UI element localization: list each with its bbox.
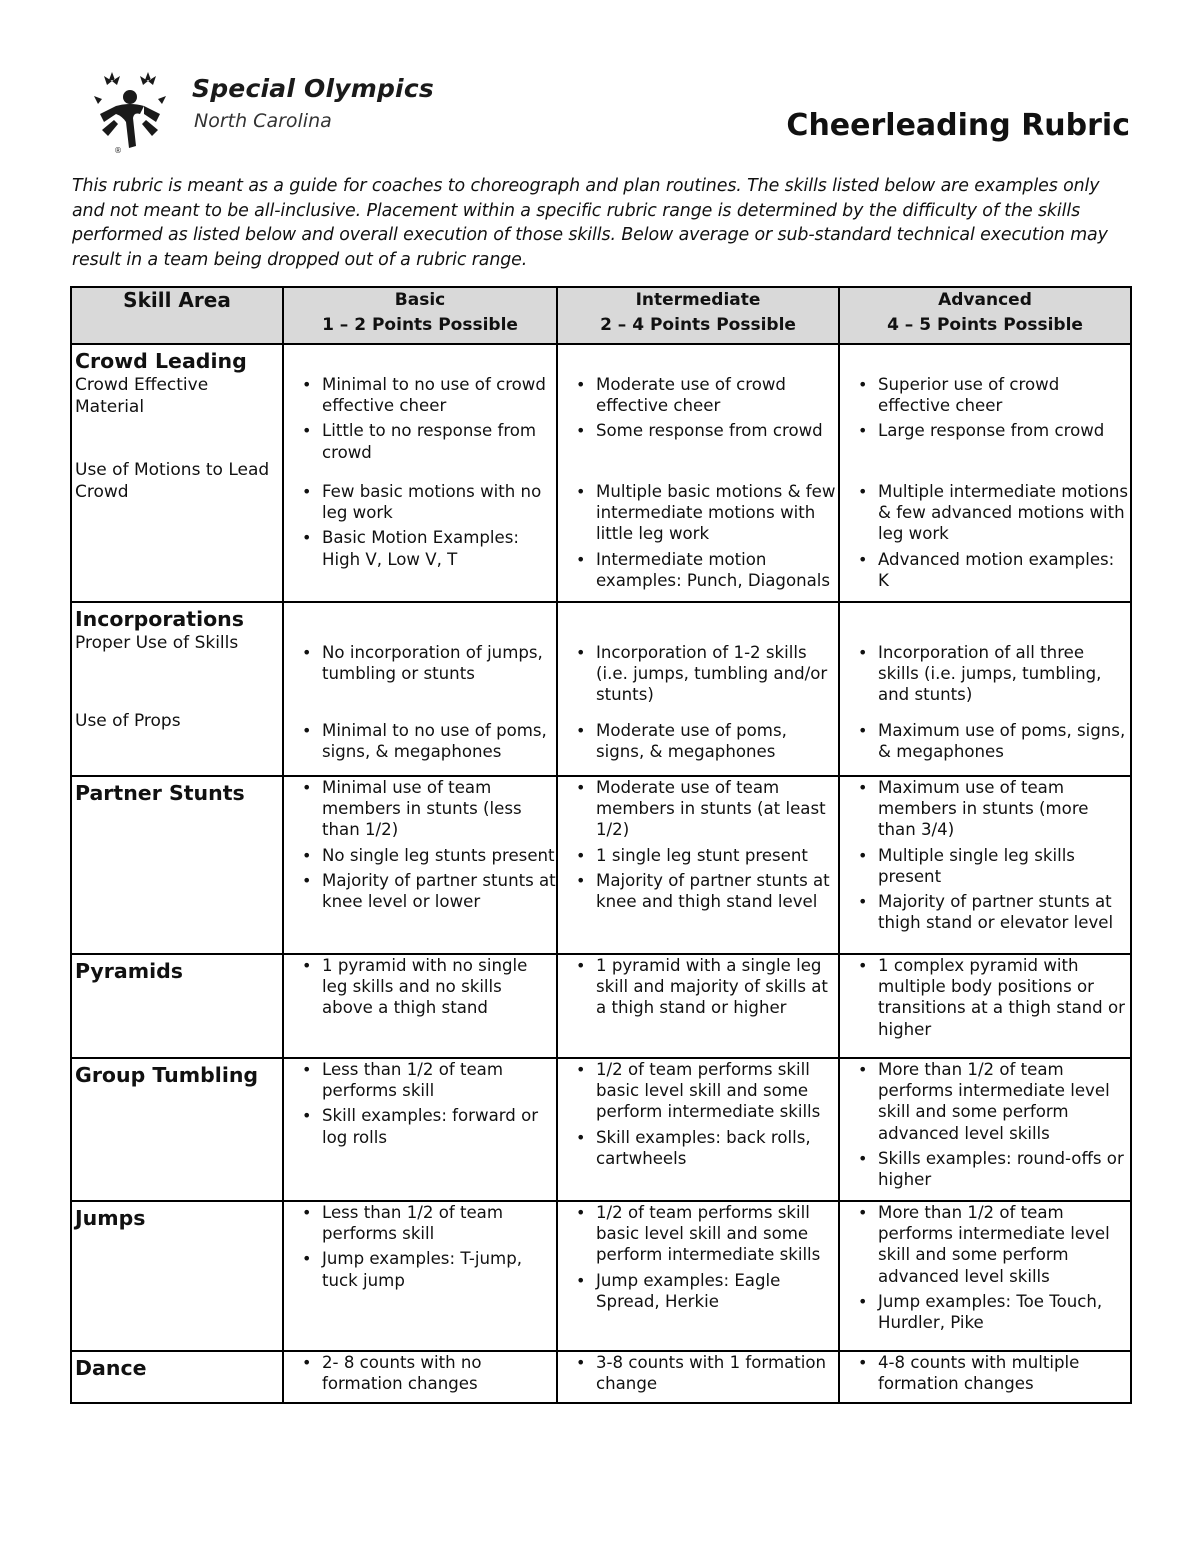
criteria-list: [558, 955, 838, 1019]
criteria-item: • 4-8 counts with multiple formation changes: [878, 1352, 1130, 1394]
criteria-list: [558, 374, 838, 481]
basic-cell: [283, 1058, 557, 1201]
intermediate-cell: [557, 602, 839, 776]
criteria-item: • Multiple basic motions & few intermediate motions with little leg work: [596, 481, 838, 545]
intermediate-cell: [557, 1058, 839, 1201]
criteria-item: • Skills examples: round-offs or higher: [878, 1148, 1130, 1190]
basic-cell: [283, 1201, 557, 1351]
area-title: Group Tumbling: [75, 1063, 259, 1087]
criteria-list: [284, 1059, 556, 1148]
criteria-item: • Large response from crowd: [878, 420, 1130, 441]
criteria-item: • Minimal to no use of poms, signs, & megaphones: [322, 720, 556, 762]
criteria-list: [558, 1059, 838, 1169]
criteria-item: • 1 complex pyramid with multiple body positions or transitions at a thigh stand or higher: [878, 955, 1130, 1040]
criteria-item: • Little to no response from crowd: [322, 420, 556, 462]
criteria-list: [284, 642, 556, 720]
criteria-list: [558, 642, 838, 720]
sub-area: Crowd Effective Material: [75, 375, 209, 417]
criteria-item: • More than 1/2 of team performs intermediate level skill and some perform advanced level skills: [878, 1059, 1130, 1144]
sub-area: Proper Use of Skills: [75, 633, 239, 653]
criteria-item: • 3-8 counts with 1 formation change: [596, 1352, 838, 1394]
criteria-item: • Multiple intermediate motions & few advanced motions with leg work: [878, 481, 1130, 545]
header-row: [71, 287, 1131, 344]
skill-area-cell: [71, 1058, 283, 1201]
area-title: Partner Stunts: [75, 781, 245, 805]
criteria-list: [840, 955, 1130, 1040]
advanced-cell: [839, 954, 1131, 1058]
criteria-item: • Less than 1/2 of team performs skill: [322, 1059, 556, 1101]
criteria-item: • Few basic motions with no leg work: [322, 481, 556, 523]
criteria-item: • Superior use of crowd effective cheer: [878, 374, 1130, 416]
area-title: Jumps: [75, 1206, 146, 1230]
basic-cell: [283, 1351, 557, 1403]
criteria-list: [284, 777, 556, 912]
skill-area-cell: [71, 602, 283, 776]
criteria-item: • No single leg stunts present: [322, 845, 556, 866]
criteria-item: • Multiple single leg skills present: [878, 845, 1130, 887]
criteria-item: • More than 1/2 of team performs intermediate level skill and some perform advanced level skills: [878, 1202, 1130, 1287]
criteria-list: [840, 481, 1130, 591]
advanced-cell: [839, 1201, 1131, 1351]
criteria-item: • Jump examples: T-jump, tuck jump: [322, 1248, 556, 1290]
advanced-cell: [839, 602, 1131, 776]
criteria-item: • Skill examples: back rolls, cartwheels: [596, 1127, 838, 1169]
area-title: Pyramids: [75, 959, 183, 983]
basic-header: [283, 287, 557, 344]
criteria-item: • Majority of partner stunts at knee level or lower: [322, 870, 556, 912]
area-title: Dance: [75, 1356, 147, 1380]
sub-area: Use of Props: [75, 711, 181, 731]
criteria-item: • Some response from crowd: [596, 420, 838, 441]
row-incorporations: [71, 602, 1131, 776]
criteria-item: • Maximum use of poms, signs, & megaphones: [878, 720, 1130, 762]
criteria-item: • Moderate use of team members in stunts (at least 1/2): [596, 777, 838, 841]
intermediate-label: Intermediate: [635, 290, 761, 310]
criteria-list: [558, 1202, 838, 1312]
skill-area-cell: [71, 776, 283, 954]
row-jumps: [71, 1201, 1131, 1351]
criteria-item: • 1 pyramid with a single leg skill and majority of skills at a thigh stand or higher: [596, 955, 838, 1019]
criteria-item: • Moderate use of crowd effective cheer: [596, 374, 838, 416]
criteria-item: • 1 single leg stunt present: [596, 845, 838, 866]
skill-area-header: [71, 287, 283, 344]
document-title: Cheerleading Rubric: [786, 108, 1130, 143]
criteria-item: • Basic Motion Examples: High V, Low V, T: [322, 527, 556, 569]
logo-figure-icon: [86, 62, 186, 158]
registered-mark: ®: [114, 146, 122, 155]
criteria-list: [840, 1059, 1130, 1190]
criteria-list: [558, 777, 838, 912]
criteria-list: [840, 1202, 1130, 1333]
advanced-label: Advanced: [938, 290, 1032, 310]
criteria-list: [840, 1352, 1130, 1394]
intermediate-cell: [557, 776, 839, 954]
area-title: Crowd Leading: [75, 349, 247, 373]
criteria-item: • Incorporation of 1-2 skills (i.e. jumps, tumbling and/or stunts): [596, 642, 838, 706]
intermediate-header: [557, 287, 839, 344]
criteria-item: • Moderate use of poms, signs, & megaphones: [596, 720, 838, 762]
criteria-item: • Majority of partner stunts at thigh stand or elevator level: [878, 891, 1130, 933]
special-olympics-logo: [86, 62, 466, 158]
criteria-item: • Intermediate motion examples: Punch, Diagonals: [596, 549, 838, 591]
basic-points: 1 – 2 Points Possible: [322, 315, 518, 335]
advanced-cell: [839, 344, 1131, 602]
criteria-list: [558, 1352, 838, 1394]
advanced-cell: [839, 776, 1131, 954]
criteria-item: • Skill examples: forward or log rolls: [322, 1105, 556, 1147]
advanced-points: 4 – 5 Points Possible: [887, 315, 1083, 335]
criteria-list: [840, 642, 1130, 720]
skill-area-label: Skill Area: [123, 288, 231, 312]
criteria-item: • 1/2 of team performs skill basic level skill and some perform intermediate skills: [596, 1202, 838, 1266]
advanced-header: [839, 287, 1131, 344]
advanced-cell: [839, 1351, 1131, 1403]
criteria-item: • No incorporation of jumps, tumbling or stunts: [322, 642, 556, 684]
rubric-table: [70, 286, 1132, 1404]
skill-area-cell: [71, 344, 283, 602]
org-region: North Carolina: [194, 110, 332, 132]
org-name: Special Olympics: [192, 74, 434, 103]
criteria-list: [558, 720, 838, 762]
skill-area-cell: [71, 1201, 283, 1351]
criteria-list: [840, 720, 1130, 762]
sub-area: Use of Motions to Lead Crowd: [75, 460, 270, 502]
row-crowd-leading: [71, 344, 1131, 602]
intermediate-cell: [557, 954, 839, 1058]
criteria-item: • Minimal use of team members in stunts (less than 1/2): [322, 777, 556, 841]
criteria-list: [840, 374, 1130, 481]
criteria-list: [284, 481, 556, 570]
area-title: Incorporations: [75, 607, 244, 631]
intermediate-cell: [557, 1351, 839, 1403]
intermediate-cell: [557, 1201, 839, 1351]
criteria-list: [284, 720, 556, 762]
basic-label: Basic: [394, 290, 446, 310]
criteria-item: • Maximum use of team members in stunts (more than 3/4): [878, 777, 1130, 841]
basic-cell: [283, 954, 557, 1058]
basic-cell: [283, 602, 557, 776]
criteria-item: • Less than 1/2 of team performs skill: [322, 1202, 556, 1244]
row-pyramids: [71, 954, 1131, 1058]
criteria-item: • 1/2 of team performs skill basic level skill and some perform intermediate skills: [596, 1059, 838, 1123]
criteria-list: [284, 955, 556, 1019]
criteria-item: • Advanced motion examples: K: [878, 549, 1130, 591]
criteria-list: [558, 481, 838, 591]
criteria-list: [840, 777, 1130, 933]
criteria-list: [284, 374, 556, 481]
skill-area-cell: [71, 1351, 283, 1403]
basic-cell: [283, 776, 557, 954]
criteria-item: • 1 pyramid with no single leg skills and no skills above a thigh stand: [322, 955, 556, 1019]
criteria-item: • Minimal to no use of crowd effective cheer: [322, 374, 556, 416]
criteria-item: • Jump examples: Eagle Spread, Herkie: [596, 1270, 838, 1312]
criteria-item: • Jump examples: Toe Touch, Hurdler, Pike: [878, 1291, 1130, 1333]
advanced-cell: [839, 1058, 1131, 1201]
criteria-item: • Majority of partner stunts at knee and thigh stand level: [596, 870, 838, 912]
basic-cell: [283, 344, 557, 602]
criteria-list: [284, 1202, 556, 1291]
intro-paragraph: This rubric is meant as a guide for coaches to choreograph and plan routines. The skills listed below are examples only and not meant to be all-inclusive. Placement within a specific rubric range is determined by the difficulty of the skills performed as listed below and overall execution of those skills. Below average or sub-standard technical execution may result in a team being dropped out of a rubric range.: [72, 176, 1108, 270]
skill-area-cell: [71, 954, 283, 1058]
row-dance: [71, 1351, 1131, 1403]
row-partner-stunts: [71, 776, 1131, 954]
criteria-item: • 2- 8 counts with no formation changes: [322, 1352, 556, 1394]
row-group-tumbling: [71, 1058, 1131, 1201]
intermediate-cell: [557, 344, 839, 602]
criteria-list: [284, 1352, 556, 1394]
intermediate-points: 2 – 4 Points Possible: [600, 315, 796, 335]
criteria-item: • Incorporation of all three skills (i.e. jumps, tumbling, and stunts): [878, 642, 1130, 706]
